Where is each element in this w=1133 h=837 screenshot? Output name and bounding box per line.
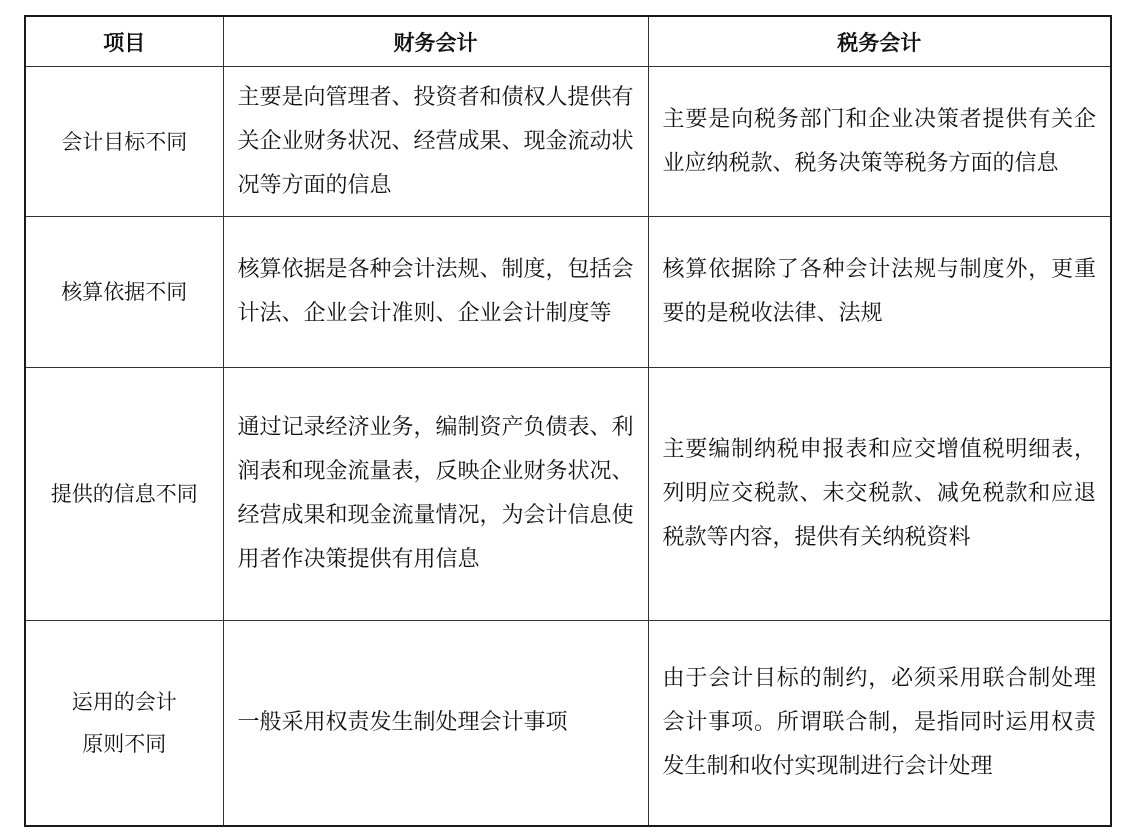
table-row bbox=[25, 368, 1111, 621]
tax-cell: 主要是向税务部门和企业决策者提供有关企业应纳税款、税务决策等税务方面的信息 bbox=[648, 67, 1111, 217]
table-row bbox=[25, 67, 1111, 217]
header-tax-accounting: 税务会计 bbox=[648, 16, 1111, 67]
financial-cell: 核算依据是各种会计法规、制度，包括会计法、企业会计准则、企业会计制度等 bbox=[223, 217, 648, 368]
row-item-label-line2: 原则不同 bbox=[82, 732, 167, 756]
financial-cell: 通过记录经济业务，编制资产负债表、利润表和现金流量表，反映企业财务状况、经营成果和现金流量情况，为会计信息使用者作决策提供有用信息 bbox=[223, 368, 648, 621]
row-item-label: 会计目标不同 bbox=[25, 67, 223, 217]
row-item-label bbox=[25, 621, 223, 827]
comparison-table bbox=[24, 15, 1112, 827]
header-financial-accounting: 财务会计 bbox=[223, 16, 648, 67]
financial-cell: 主要是向管理者、投资者和债权人提供有关企业财务状况、经营成果、现金流动状况等方面的信息 bbox=[223, 67, 648, 217]
tax-cell: 由于会计目标的制约，必须采用联合制处理会计事项。所谓联合制，是指同时运用权责发生制和收付实现制进行会计处理 bbox=[648, 621, 1111, 827]
row-item-label-line1: 运用的会计 bbox=[71, 690, 177, 714]
table-row bbox=[25, 217, 1111, 368]
header-item: 项目 bbox=[25, 16, 223, 67]
header-row bbox=[25, 16, 1111, 67]
row-item-label: 核算依据不同 bbox=[25, 217, 223, 368]
row-item-label: 提供的信息不同 bbox=[25, 368, 223, 621]
tax-cell: 核算依据除了各种会计法规与制度外，更重要的是税收法律、法规 bbox=[648, 217, 1111, 368]
tax-cell: 主要编制纳税申报表和应交增值税明细表，列明应交税款、未交税款、减免税款和应退税款等内容，提供有关纳税资料 bbox=[648, 368, 1111, 621]
table-row bbox=[25, 621, 1111, 827]
financial-cell: 一般采用权责发生制处理会计事项 bbox=[223, 621, 648, 827]
